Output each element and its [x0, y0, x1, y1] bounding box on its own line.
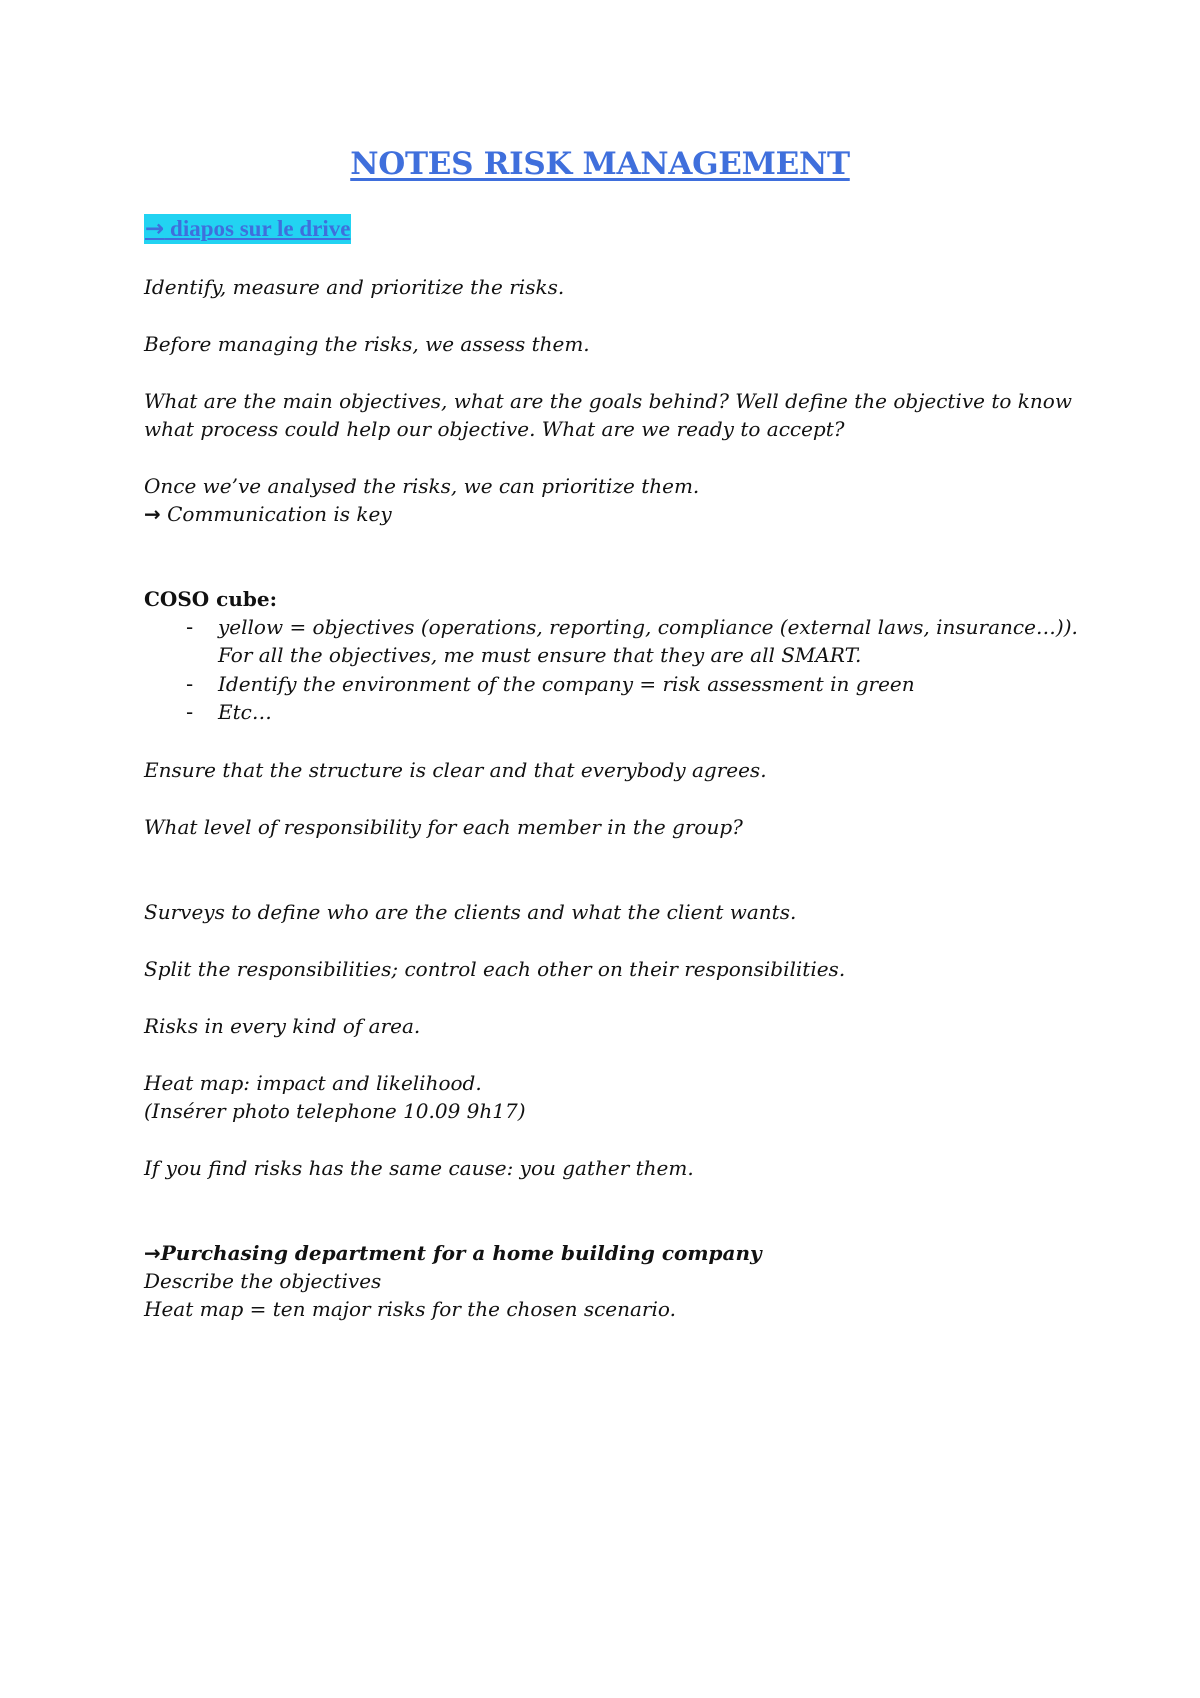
- drive-link-text: diapos sur le drive: [164, 216, 351, 241]
- paragraph-responsibility: What level of responsibility for each member in the group?: [144, 815, 743, 839]
- arrow-right-icon: →: [144, 1241, 161, 1265]
- coso-item-objectives-line2: For all the objectives, me must ensure that they are all SMART.: [218, 643, 862, 667]
- purchasing-heatmap: Heat map = ten major risks for the chosen scenario.: [144, 1297, 676, 1321]
- communication-text: Communication is key: [160, 502, 392, 526]
- coso-item-environment: Identify the environment of the company = risk assessment in green: [218, 672, 915, 696]
- purchasing-heading: [144, 1239, 762, 1267]
- paragraph-assess: Before managing the risks, we assess them.: [144, 332, 590, 356]
- paragraph-heatmap: Heat map: impact and likelihood.: [144, 1071, 482, 1095]
- paragraph-identify: Identify, measure and prioritize the risks.: [144, 275, 565, 299]
- document-title: NOTES RISK MANAGEMENT: [350, 146, 850, 182]
- drive-link[interactable]: [144, 214, 351, 244]
- paragraph-prioritize: Once we’ve analysed the risks, we can prioritize them.: [144, 474, 700, 498]
- arrow-right-icon: →: [144, 502, 161, 526]
- bullet-dash: -: [186, 700, 194, 724]
- paragraph-objectives-line2: what process could help our objective. What are we ready to accept?: [144, 417, 845, 441]
- bullet-dash: -: [186, 672, 194, 696]
- paragraph-structure: Ensure that the structure is clear and that everybody agrees.: [144, 758, 767, 782]
- purchasing-objectives: Describe the objectives: [144, 1269, 382, 1293]
- bullet-dash: -: [186, 615, 194, 639]
- paragraph-objectives-line1: What are the main objectives, what are the goals behind? Well define the objective to know: [144, 389, 1072, 413]
- paragraph-communication: [144, 500, 392, 528]
- coso-item-objectives-line1: yellow = objectives (operations, reporting, compliance (external laws, insurance…)).: [218, 615, 1078, 639]
- coso-heading: COSO cube:: [144, 587, 277, 611]
- arrow-right-icon: →: [145, 216, 165, 242]
- paragraph-split: Split the responsibilities; control each other on their responsibilities.: [144, 957, 846, 981]
- paragraph-photo-note: (Insérer photo telephone 10.09 9h17): [144, 1099, 526, 1123]
- paragraph-risks-area: Risks in every kind of area.: [144, 1014, 421, 1038]
- paragraph-surveys: Surveys to define who are the clients and what the client wants.: [144, 900, 797, 924]
- purchasing-heading-text: Purchasing department for a home building company: [160, 1241, 762, 1265]
- coso-item-etc: Etc…: [218, 700, 272, 724]
- paragraph-gather: If you find risks has the same cause: you gather them.: [144, 1156, 694, 1180]
